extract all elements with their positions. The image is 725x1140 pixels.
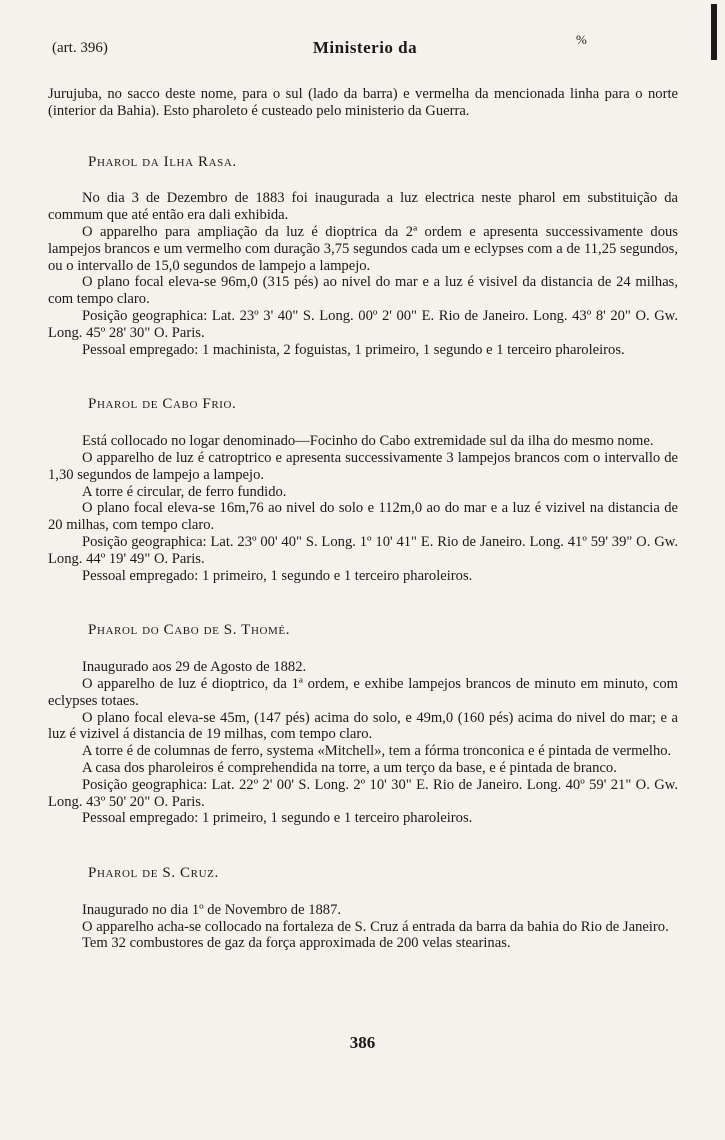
running-header	[52, 32, 678, 62]
paragraph: O apparelho de luz é catroptrico e apresenta successivamente 3 lampejos brancos com o intervallo de 1,30 segundos de lampejo a lampejo.	[48, 449, 678, 483]
paragraph: Pessoal empregado: 1 machinista, 2 foguistas, 1 primeiro, 1 segundo e 1 terceiro pharoleiros.	[82, 341, 625, 358]
paragraph: O plano focal eleva-se 16m,76 ao nivel do solo e 112m,0 ao do mar e a luz é vizivel na distancia de 20 milhas, com tempo claro.	[48, 500, 678, 534]
paragraph: Pessoal empregado: 1 primeiro, 1 segundo e 1 terceiro pharoleiros.	[82, 567, 473, 584]
page-number: 386	[349, 1033, 376, 1052]
paragraph: No dia 3 de Dezembro de 1883 foi inaugurada a luz electrica neste pharol em substituição da commum que até então era dali exhibida.	[48, 190, 678, 224]
page-body	[48, 86, 678, 952]
paragraph: A torre é circular, de ferro fundido.	[82, 483, 287, 500]
article-reference: (art. 396)	[52, 40, 108, 56]
paragraph: O apparelho acha-se collocado na fortaleza de S. Cruz á entrada da barra da bahia do Rio de Janeiro.	[82, 918, 669, 935]
paragraph: Inaugurado aos 29 de Agosto de 1882.	[82, 659, 307, 676]
section-title-ilha-rasa: Pharol da Ilha Rasa.	[88, 153, 237, 170]
paragraph: A torre é de columnas de ferro, systema «Mitchell», tem a fórma tronconica e é pintada de vermelho.	[82, 743, 672, 760]
section-title-santa-cruz: Pharol de S. Cruz.	[88, 865, 219, 882]
paragraph: Posição geographica: Lat. 23º 3' 40" S. Long. 00º 2' 00" E. Rio de Janeiro. Long. 43º 8' 20" O. Gw. Long. 45º 28' 30" O. Paris.	[48, 307, 678, 341]
section-title-cabo-frio: Pharol de Cabo Frio.	[88, 396, 237, 413]
page-edge-mark	[711, 4, 717, 60]
paragraph: Está collocado no logar denominado—Focinho do Cabo extremidade sul da ilha do mesmo nome.	[82, 433, 654, 450]
continued-paragraph: Jurujuba, no sacco deste nome, para o sul (lado da barra) e vermelha da mencionada linha para o norte (interior da Bahia). Esto pharoleto é custeado pelo ministerio da Guerra.	[48, 86, 678, 119]
paragraph: Inaugurado no dia 1º de Novembro de 1887.	[82, 901, 342, 918]
running-title: Ministerio da	[312, 38, 418, 57]
paragraph: O apparelho de luz é dioptrico, da 1ª ordem, e exhibe lampejos brancos de minuto em minuto, com eclypses totaes.	[48, 675, 678, 709]
section-title-cabo-sao-thome: Pharol do Cabo de S. Thomé.	[88, 622, 291, 639]
paragraph: Posição geographica: Lat. 23º 00' 40" S. Long. 1º 10' 41" E. Rio de Janeiro. Long. 41º 59' 39" O. Gw. Long. 44º 19' 49" O. Paris.	[48, 533, 678, 567]
paragraph: Pessoal empregado: 1 primeiro, 1 segundo e 1 terceiro pharoleiros.	[82, 810, 473, 827]
paragraph: O plano focal eleva-se 96m,0 (315 pés) ao nivel do mar e a luz é visivel da distancia de 24 milhas, com tempo claro.	[48, 274, 678, 308]
header-ink-mark: %	[576, 32, 587, 47]
paragraph: O plano focal eleva-se 45m, (147 pés) acima do solo, e 49m,0 (160 pés) acima do nivel do mar; e a luz é vizivel á distancia de 19 milhas, com tempo claro.	[48, 709, 678, 743]
paragraph: Posição geographica: Lat. 22º 2' 00' S. Long. 2º 10' 30" E. Rio de Janeiro. Long. 40º 59' 21" O. Gw. Long. 43º 50' 20" O. Paris.	[48, 776, 678, 810]
paragraph: O apparelho para ampliação da luz é dioptrica da 2ª ordem e apresenta successivamente dous lampejos brancos e um vermelho com duração 3,75 segundos cada um e eclypses com a de 11,25 segundos, ou o intervallo de 15,0 segundos de lampejo a lampejo.	[48, 223, 678, 274]
paragraph: Tem 32 combustores de gaz da força approximada de 200 velas stearinas.	[82, 935, 511, 952]
paragraph: A casa dos pharoleiros é comprehendida na torre, a um terço da base, e é pintada de branco.	[82, 759, 617, 776]
